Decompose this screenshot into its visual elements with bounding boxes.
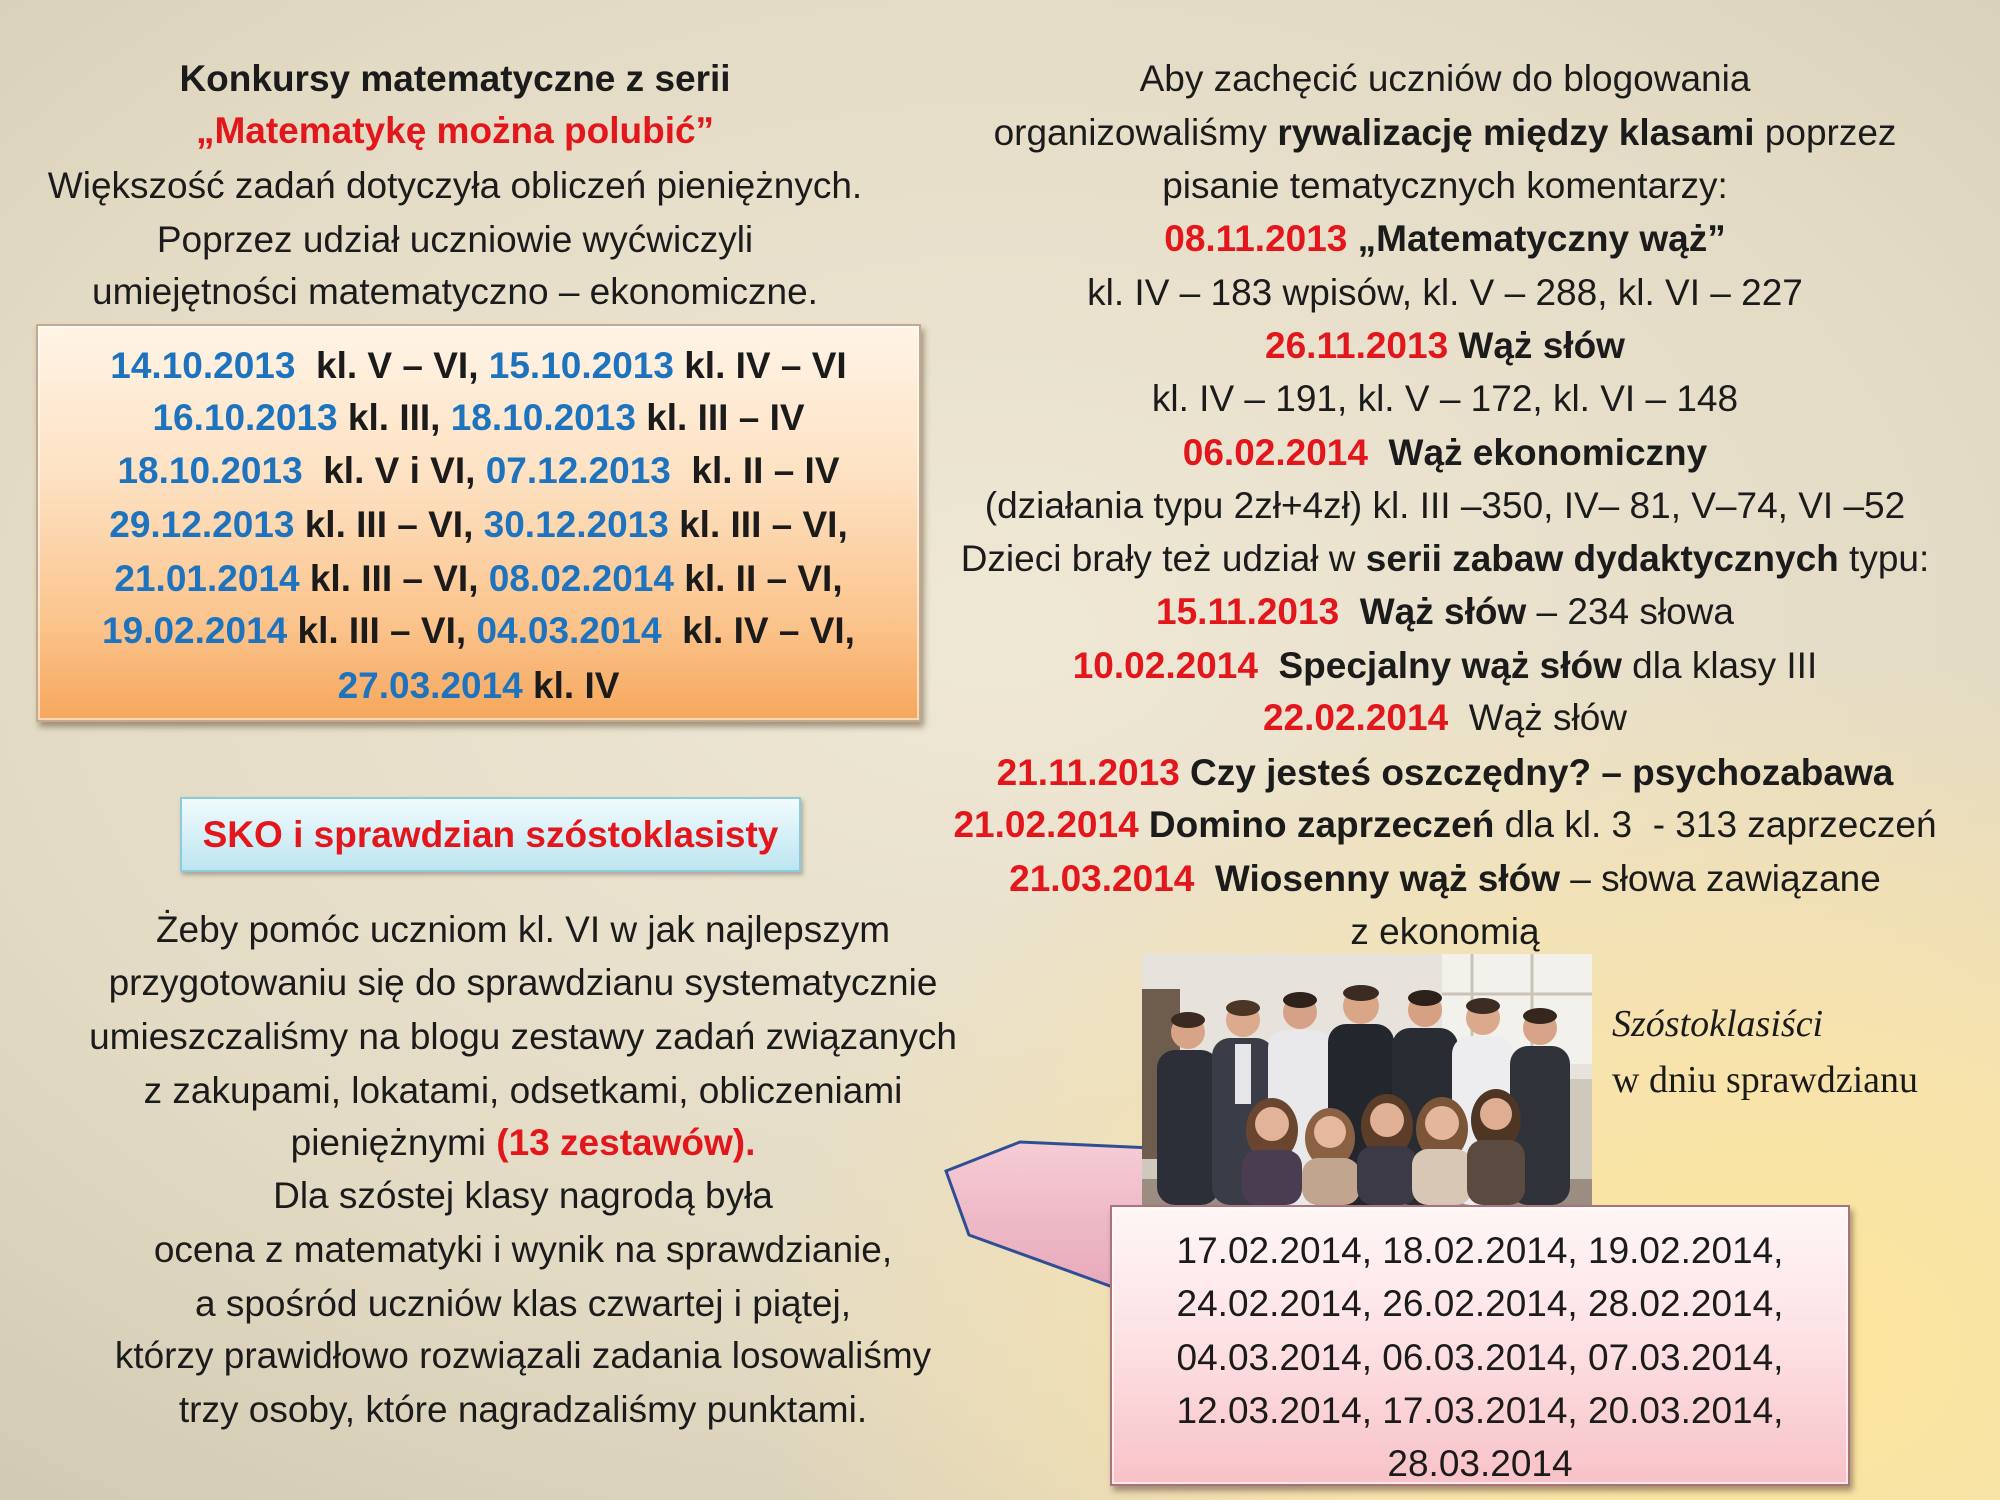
- comment-contest-result: kl. IV – 191, kl. V – 172, kl. VI – 148: [1151, 378, 1739, 419]
- sko-section-title-box: [180, 797, 801, 872]
- blog-intro-line: [890, 111, 2000, 155]
- game-entry: [890, 644, 2000, 688]
- game-note: dla klasy III: [1621, 645, 1818, 686]
- blog-intro-line: Aby zachęcić uczniów do blogowania: [1139, 58, 1751, 99]
- schedule-line: [38, 664, 919, 708]
- paragraph-line: którzy prawidłowo rozwiązali zadania losowaliśmy: [114, 1335, 932, 1376]
- schedule-date: 04.03.2014: [476, 610, 662, 651]
- game-note: Wąż słów: [1448, 697, 1628, 738]
- paragraph-line: [0, 1121, 1046, 1165]
- paragraph-line: ocena z matematyki i wynik na sprawdzianie,: [153, 1229, 893, 1270]
- game-entry: [890, 803, 2000, 847]
- schedule-date: 15.10.2013: [488, 345, 674, 386]
- schedule-date: 30.12.2013: [483, 504, 669, 545]
- schedule-classes: kl. IV – VI,: [661, 610, 855, 651]
- contest-name: „Matematyczny wąż”: [1347, 218, 1726, 259]
- test-dates-box: [1110, 1205, 1850, 1486]
- photo-caption-title: Szóstoklasiści: [1612, 1003, 1824, 1045]
- paragraph-line: z zakupami, lokatami, odsetkami, obliczeniami: [143, 1070, 903, 1111]
- class-rivalry-highlight: rywalizację między klasami: [1277, 112, 1755, 153]
- contests-intro-line: Większość zadań dotyczyła obliczeń pieniężnych.: [47, 165, 863, 206]
- blog-intro-text: poprzez: [1754, 112, 1897, 153]
- schedule-classes: kl. V – VI,: [295, 345, 489, 386]
- test-dates-line: 12.03.2014, 17.03.2014, 20.03.2014,: [1176, 1390, 1784, 1431]
- contests-intro-line: umiejętności matematyczno – ekonomiczne.: [92, 271, 818, 312]
- paragraph-line: umieszczaliśmy na blogu zestawy zadań związanych: [89, 1016, 957, 1057]
- schedule-classes: kl. III – VI,: [668, 504, 848, 545]
- schedule-classes: kl. III – VI,: [287, 610, 477, 651]
- test-dates-line: 24.02.2014, 26.02.2014, 28.02.2014,: [1176, 1283, 1784, 1324]
- sko-paragraph: [0, 880, 1046, 1440]
- schedule-date: 14.10.2013: [110, 345, 296, 386]
- game-entry: [890, 696, 2000, 740]
- photo-caption-subtitle: w dniu sprawdzianu: [1612, 1059, 1919, 1101]
- blog-section: [890, 0, 2000, 960]
- game-note: dla kl. 3 - 313 zaprzeczeń: [1494, 804, 1937, 845]
- paragraph-text: pieniężnymi: [290, 1122, 497, 1163]
- schedule-line: [38, 503, 919, 547]
- schedule-classes: kl. III – VI,: [299, 558, 489, 599]
- contest-date: 26.11.2013: [1265, 325, 1449, 366]
- blog-intro-text: organizowaliśmy: [993, 112, 1278, 153]
- paragraph-line: Żeby pomóc uczniom kl. VI w jak najlepszym: [155, 909, 891, 950]
- test-dates-line: 04.03.2014, 06.03.2014, 07.03.2014,: [1176, 1337, 1784, 1378]
- contests-section: [0, 0, 910, 320]
- comment-contest-title: [890, 431, 2000, 475]
- comment-contest-title: [890, 217, 2000, 261]
- games-intro-text: Dzieci brały też udział w: [960, 538, 1366, 579]
- game-date: 21.02.2014: [953, 804, 1139, 845]
- schedule-classes: kl. II – IV: [670, 450, 840, 491]
- test-dates-line: 28.03.2014: [1387, 1443, 1573, 1484]
- game-date: 21.11.2013: [996, 752, 1180, 793]
- schedule-classes: kl. V i VI,: [302, 450, 486, 491]
- test-dates-line: 17.02.2014, 18.02.2014, 19.02.2014,: [1176, 1230, 1784, 1271]
- schedule-line: [38, 557, 919, 601]
- games-series-highlight: serii zabaw dydaktycznych: [1365, 538, 1839, 579]
- schedule-date: 07.12.2013: [485, 450, 671, 491]
- schedule-classes: kl. IV – VI: [673, 345, 847, 386]
- student-figure: [1357, 1094, 1417, 1205]
- class-photo: [1142, 954, 1592, 1205]
- game-note: – 234 słowa: [1526, 591, 1734, 632]
- schedule-date: 19.02.2014: [102, 610, 288, 651]
- game-name: Wąż słów: [1339, 591, 1527, 632]
- schedule-classes: kl. IV: [522, 665, 620, 706]
- game-date: 15.11.2013: [1156, 591, 1340, 632]
- comment-contest-title: [890, 324, 2000, 368]
- student-figure: [1467, 1089, 1525, 1205]
- game-date: 10.02.2014: [1072, 645, 1258, 686]
- game-date: 21.03.2014: [1009, 858, 1195, 899]
- schedule-date: 16.10.2013: [152, 397, 338, 438]
- game-note: – słowa zawiązane: [1559, 858, 1881, 899]
- contest-name: Wąż słów: [1448, 325, 1625, 366]
- contests-heading: Konkursy matematyczne z serii: [179, 58, 731, 99]
- student-figure: [1412, 1097, 1472, 1205]
- schedule-line: [38, 344, 919, 388]
- schedule-line: [38, 609, 919, 653]
- contest-date: 06.02.2014: [1182, 432, 1368, 473]
- contests-series-title: „Matematykę można polubić”: [195, 110, 715, 151]
- game-name: Domino zaprzeczeń: [1138, 804, 1495, 845]
- comment-contest-result: (działania typu 2zł+4zł) kl. III –350, IV– 81, V–74, VI –52: [984, 485, 1906, 526]
- schedule-line: [38, 396, 919, 440]
- game-date: 22.02.2014: [1262, 697, 1449, 738]
- games-intro-text: typu:: [1838, 538, 1930, 579]
- paragraph-line: a spośród uczniów klas czwartej i piątej,: [194, 1283, 851, 1324]
- schedule-date: 18.10.2013: [117, 450, 303, 491]
- schedule-classes: kl. II – VI,: [673, 558, 843, 599]
- contest-name: Wąż ekonomiczny: [1367, 432, 1708, 473]
- schedule-classes: kl. III,: [337, 397, 451, 438]
- game-entry-continuation: z ekonomią: [1350, 911, 1540, 952]
- schedule-date: 08.02.2014: [488, 558, 674, 599]
- schedule-date: 29.12.2013: [109, 504, 295, 545]
- schedule-line: [38, 449, 919, 493]
- contests-intro-line: Poprzez udział uczniowie wyćwiczyli: [156, 219, 754, 260]
- schedule-date: 18.10.2013: [450, 397, 636, 438]
- paragraph-line: przygotowaniu się do sprawdzianu systematycznie: [108, 962, 938, 1003]
- contest-schedule-box: [36, 324, 921, 722]
- game-entry: [890, 857, 2000, 901]
- games-intro-line: [890, 537, 2000, 581]
- sko-section-title: SKO i sprawdzian szóstoklasisty: [202, 814, 779, 855]
- game-entry: [890, 590, 2000, 634]
- game-name: Specjalny wąż słów: [1257, 645, 1622, 686]
- schedule-date: 21.01.2014: [114, 558, 300, 599]
- game-entry: [890, 751, 2000, 795]
- schedule-date: 27.03.2014: [337, 665, 523, 706]
- paragraph-line: trzy osoby, które nagradzaliśmy punktami.: [178, 1389, 868, 1430]
- comment-contest-result: kl. IV – 183 wpisów, kl. V – 288, kl. VI – 227: [1087, 272, 1803, 313]
- set-count-highlight: (13 zestawów).: [496, 1122, 756, 1163]
- paragraph-line: Dla szóstej klasy nagrodą była: [273, 1175, 773, 1216]
- schedule-classes: kl. III – VI,: [294, 504, 484, 545]
- blog-intro-line: pisanie tematycznych komentarzy:: [1162, 165, 1728, 206]
- contest-date: 08.11.2013: [1164, 218, 1348, 259]
- game-name: Wiosenny wąż słów: [1194, 858, 1560, 899]
- schedule-classes: kl. III – IV: [635, 397, 805, 438]
- game-name: Czy jesteś oszczędny? – psychozabawa: [1179, 752, 1894, 793]
